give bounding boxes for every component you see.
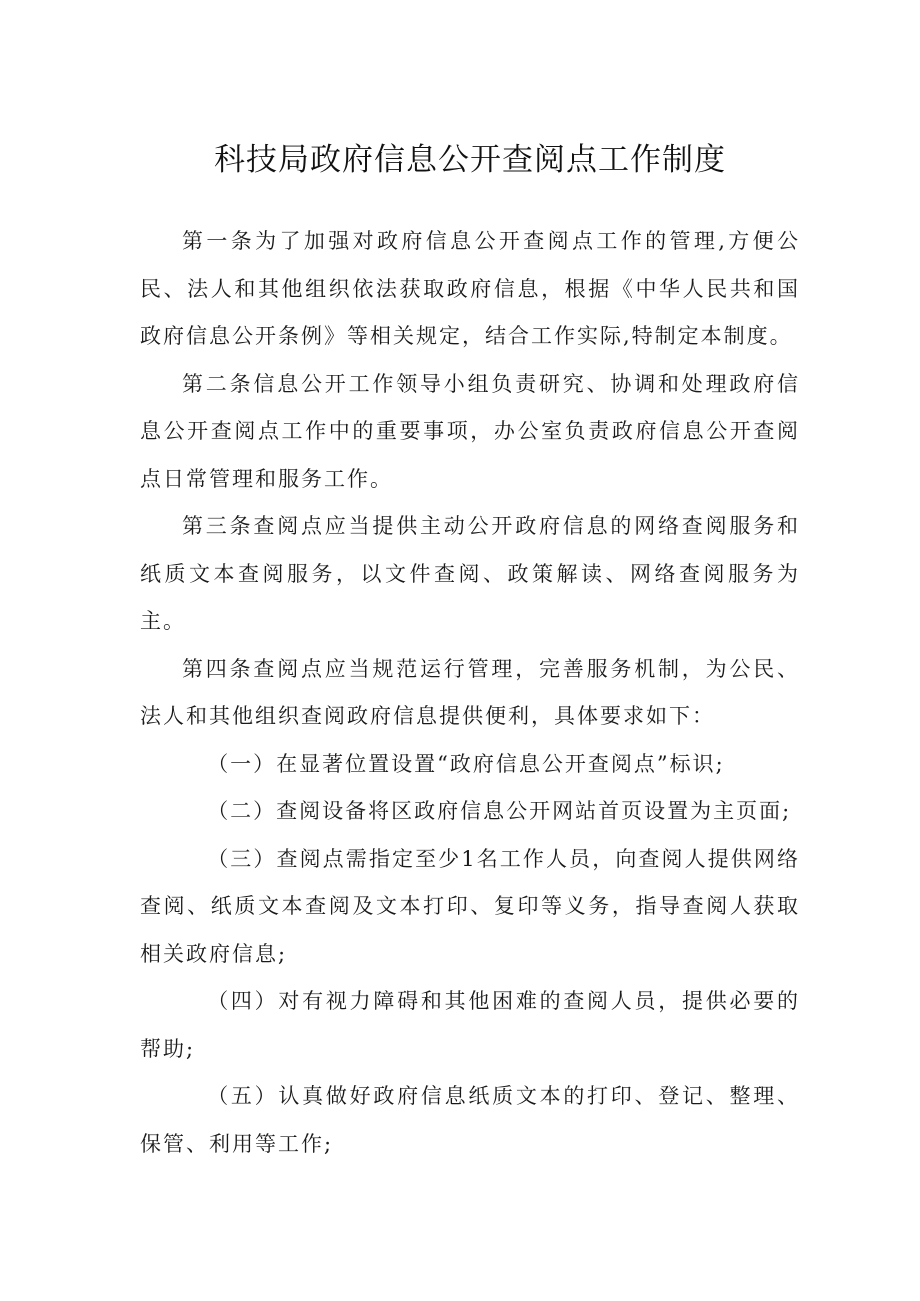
article-3-paragraph: 第三条查阅点应当提供主动公开政府信息的网络查阅服务和纸质文本查阅服务，以文件查阅、政策解读、网络查阅服务为主。 [140, 514, 800, 633]
article-2-paragraph: 第二条信息公开工作领导小组负责研究、协调和处理政府信息公开查阅点工作中的重要事项，办公室负责政府信息公开查阅点日常管理和服务工作。 [140, 371, 800, 491]
document-title: 科技局政府信息公开查阅点工作制度 [214, 142, 726, 178]
article-4-paragraph: 第四条查阅点应当规范运行管理，完善服务机制，为公民、法人和其他组织查阅政府信息提供便利，具体要求如下： [140, 656, 800, 728]
requirement-item-5: （五）认真做好政府信息纸质文本的打印、登记、整理、保管、利用等工作; [140, 1084, 800, 1156]
requirement-item-4: （四）对有视力障碍和其他困难的查阅人员，提供必要的帮助; [140, 989, 800, 1061]
requirement-item-1: （一）在显著位置设置“政府信息公开查阅点”标识; [207, 751, 725, 776]
requirement-item-2: （二）查阅设备将区政府信息公开网站首页设置为主页面; [207, 799, 792, 823]
article-1-paragraph: 第一条为了加强对政府信息公开查阅点工作的管理,方便公民、法人和其他组织依法获取政府信息，根据《中华人民共和国政府信息公开条例》等相关规定，结合工作实际,特制定本制度。 [140, 229, 800, 348]
requirement-item-3: （三）查阅点需指定至少1名工作人员，向查阅人提供网络查阅、纸质文本查阅及文本打印、复印等义务，指导查阅人获取相关政府信息; [140, 846, 800, 966]
